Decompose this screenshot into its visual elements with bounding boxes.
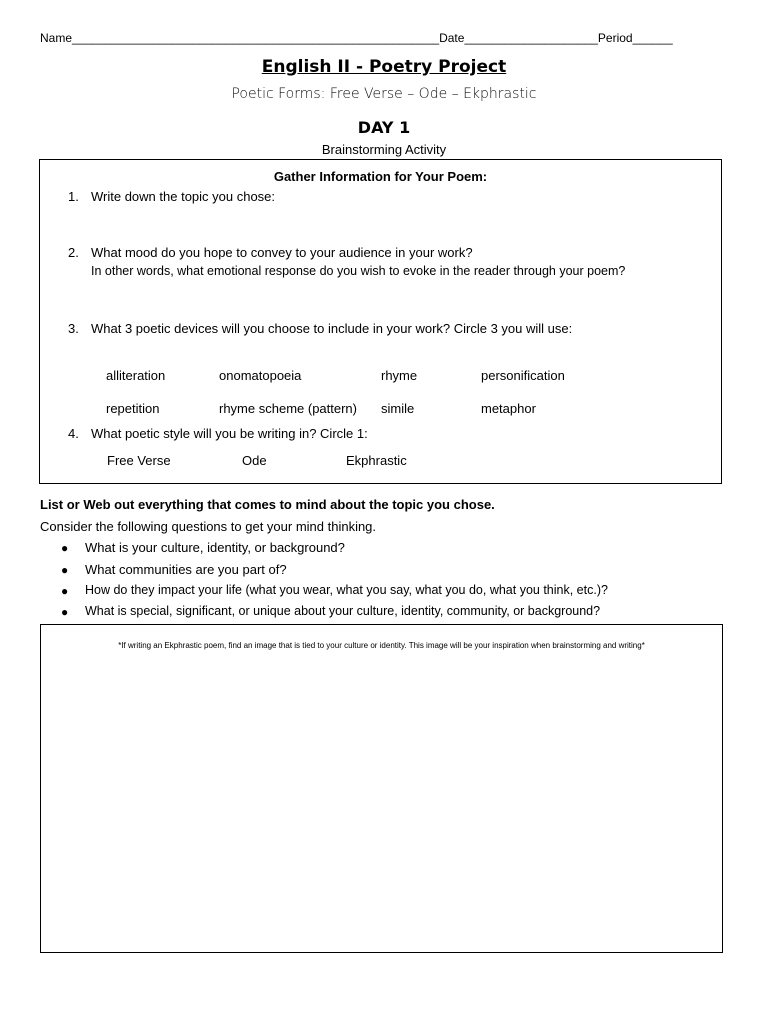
question-2: What mood do you hope to convey to your audience in your work? xyxy=(91,245,473,260)
consider-text: Consider the following questions to get your mind thinking. xyxy=(40,519,377,534)
bullet-item: What communities are you part of? xyxy=(85,562,287,577)
question-2-followup: In other words, what emotional response do you wish to evoke in the reader through your poem? xyxy=(91,264,626,278)
gather-info-box xyxy=(39,159,722,484)
style-option[interactable]: Free Verse xyxy=(107,453,171,468)
bullet-item: What is special, significant, or unique about your culture, identity, community, or background? xyxy=(85,604,601,618)
bullet-item: What is your culture, identity, or background? xyxy=(85,540,345,555)
period-blank[interactable]: ______ xyxy=(632,31,673,45)
question-number: 1. xyxy=(68,189,79,204)
device-option[interactable]: metaphor xyxy=(481,401,536,416)
bullet-icon: ● xyxy=(61,563,69,577)
brainstorm-area[interactable] xyxy=(40,624,723,953)
bullet-item: How do they impact your life (what you wear, what you say, what you do, what you think, etc.)? xyxy=(85,583,608,597)
device-option[interactable]: rhyme xyxy=(381,368,418,383)
device-option[interactable]: rhyme scheme (pattern) xyxy=(219,401,357,416)
device-option[interactable]: onomatopoeia xyxy=(219,368,302,383)
style-option[interactable]: Ekphrastic xyxy=(346,453,407,468)
question-number: 2. xyxy=(68,245,79,260)
device-option[interactable]: personification xyxy=(481,368,565,383)
question-number: 4. xyxy=(68,426,79,441)
device-option[interactable]: simile xyxy=(381,401,415,416)
period-label: Period xyxy=(597,31,633,45)
name-label: Name xyxy=(40,31,73,45)
date-blank[interactable]: ____________________ xyxy=(464,31,598,45)
page-subtitle: Poetic Forms: Free Verse – Ode – Ekphrastic xyxy=(231,86,537,102)
question-4: What poetic style will you be writing in? Circle 1: xyxy=(91,426,368,441)
question-number: 3. xyxy=(68,321,79,336)
device-option[interactable]: repetition xyxy=(106,401,160,416)
page-title: English II - Poetry Project xyxy=(261,57,507,77)
bullet-icon: ● xyxy=(61,605,69,619)
gather-heading: Gather Information for Your Poem: xyxy=(273,169,488,184)
date-label: Date xyxy=(439,31,465,45)
ekphrastic-note: *If writing an Ekphrastic poem, find an image that is tied to your culture or identity. This image will be your inspiration when brainstorming and writing* xyxy=(118,641,645,650)
header-line xyxy=(40,31,673,45)
question-1: Write down the topic you chose: xyxy=(91,189,276,204)
web-heading: List or Web out everything that comes to mind about the topic you chose. xyxy=(40,497,495,512)
bullet-icon: ● xyxy=(61,584,69,598)
device-option[interactable]: alliteration xyxy=(106,368,166,383)
bullet-icon: ● xyxy=(61,541,69,555)
activity-label: Brainstorming Activity xyxy=(321,142,447,157)
question-3: What 3 poetic devices will you choose to include in your work? Circle 3 you will use: xyxy=(91,321,573,336)
name-blank[interactable]: _______________________________________________________ xyxy=(72,31,440,45)
style-option[interactable]: Ode xyxy=(242,453,267,468)
day-heading: DAY 1 xyxy=(357,118,411,137)
